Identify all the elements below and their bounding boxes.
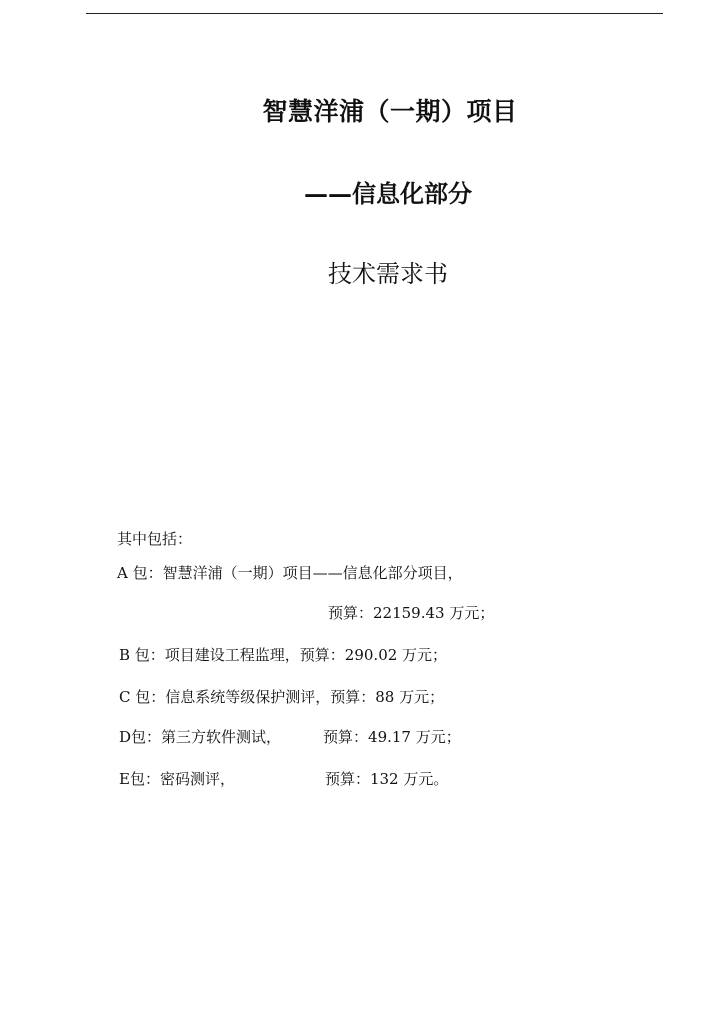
package-e-description: E包：密码测评，	[119, 770, 235, 788]
package-e-budget: 预算：132 万元。	[324, 770, 449, 788]
header-rule	[86, 13, 663, 14]
document-type-title: 技术需求书	[328, 260, 448, 288]
project-subtitle: ——信息化部分	[304, 179, 472, 208]
package-d-description: D包：第三方软件测试，	[119, 728, 282, 746]
package-a-budget: 预算：22159.43 万元；	[328, 604, 495, 622]
project-title: 智慧洋浦（一期）项目	[262, 97, 518, 126]
package-b-line: B 包：项目建设工程监理，预算：290.02 万元；	[119, 646, 448, 664]
package-c-line: C 包：信息系统等级保护测评，预算：88 万元；	[119, 688, 445, 706]
package-a-description: A 包：智慧洋浦（一期）项目——信息化部分项目，	[117, 564, 463, 582]
package-e-line	[119, 769, 448, 789]
packages-intro: 其中包括：	[117, 530, 193, 548]
package-d-line	[119, 727, 461, 747]
package-d-budget: 预算：49.17 万元；	[323, 728, 461, 746]
